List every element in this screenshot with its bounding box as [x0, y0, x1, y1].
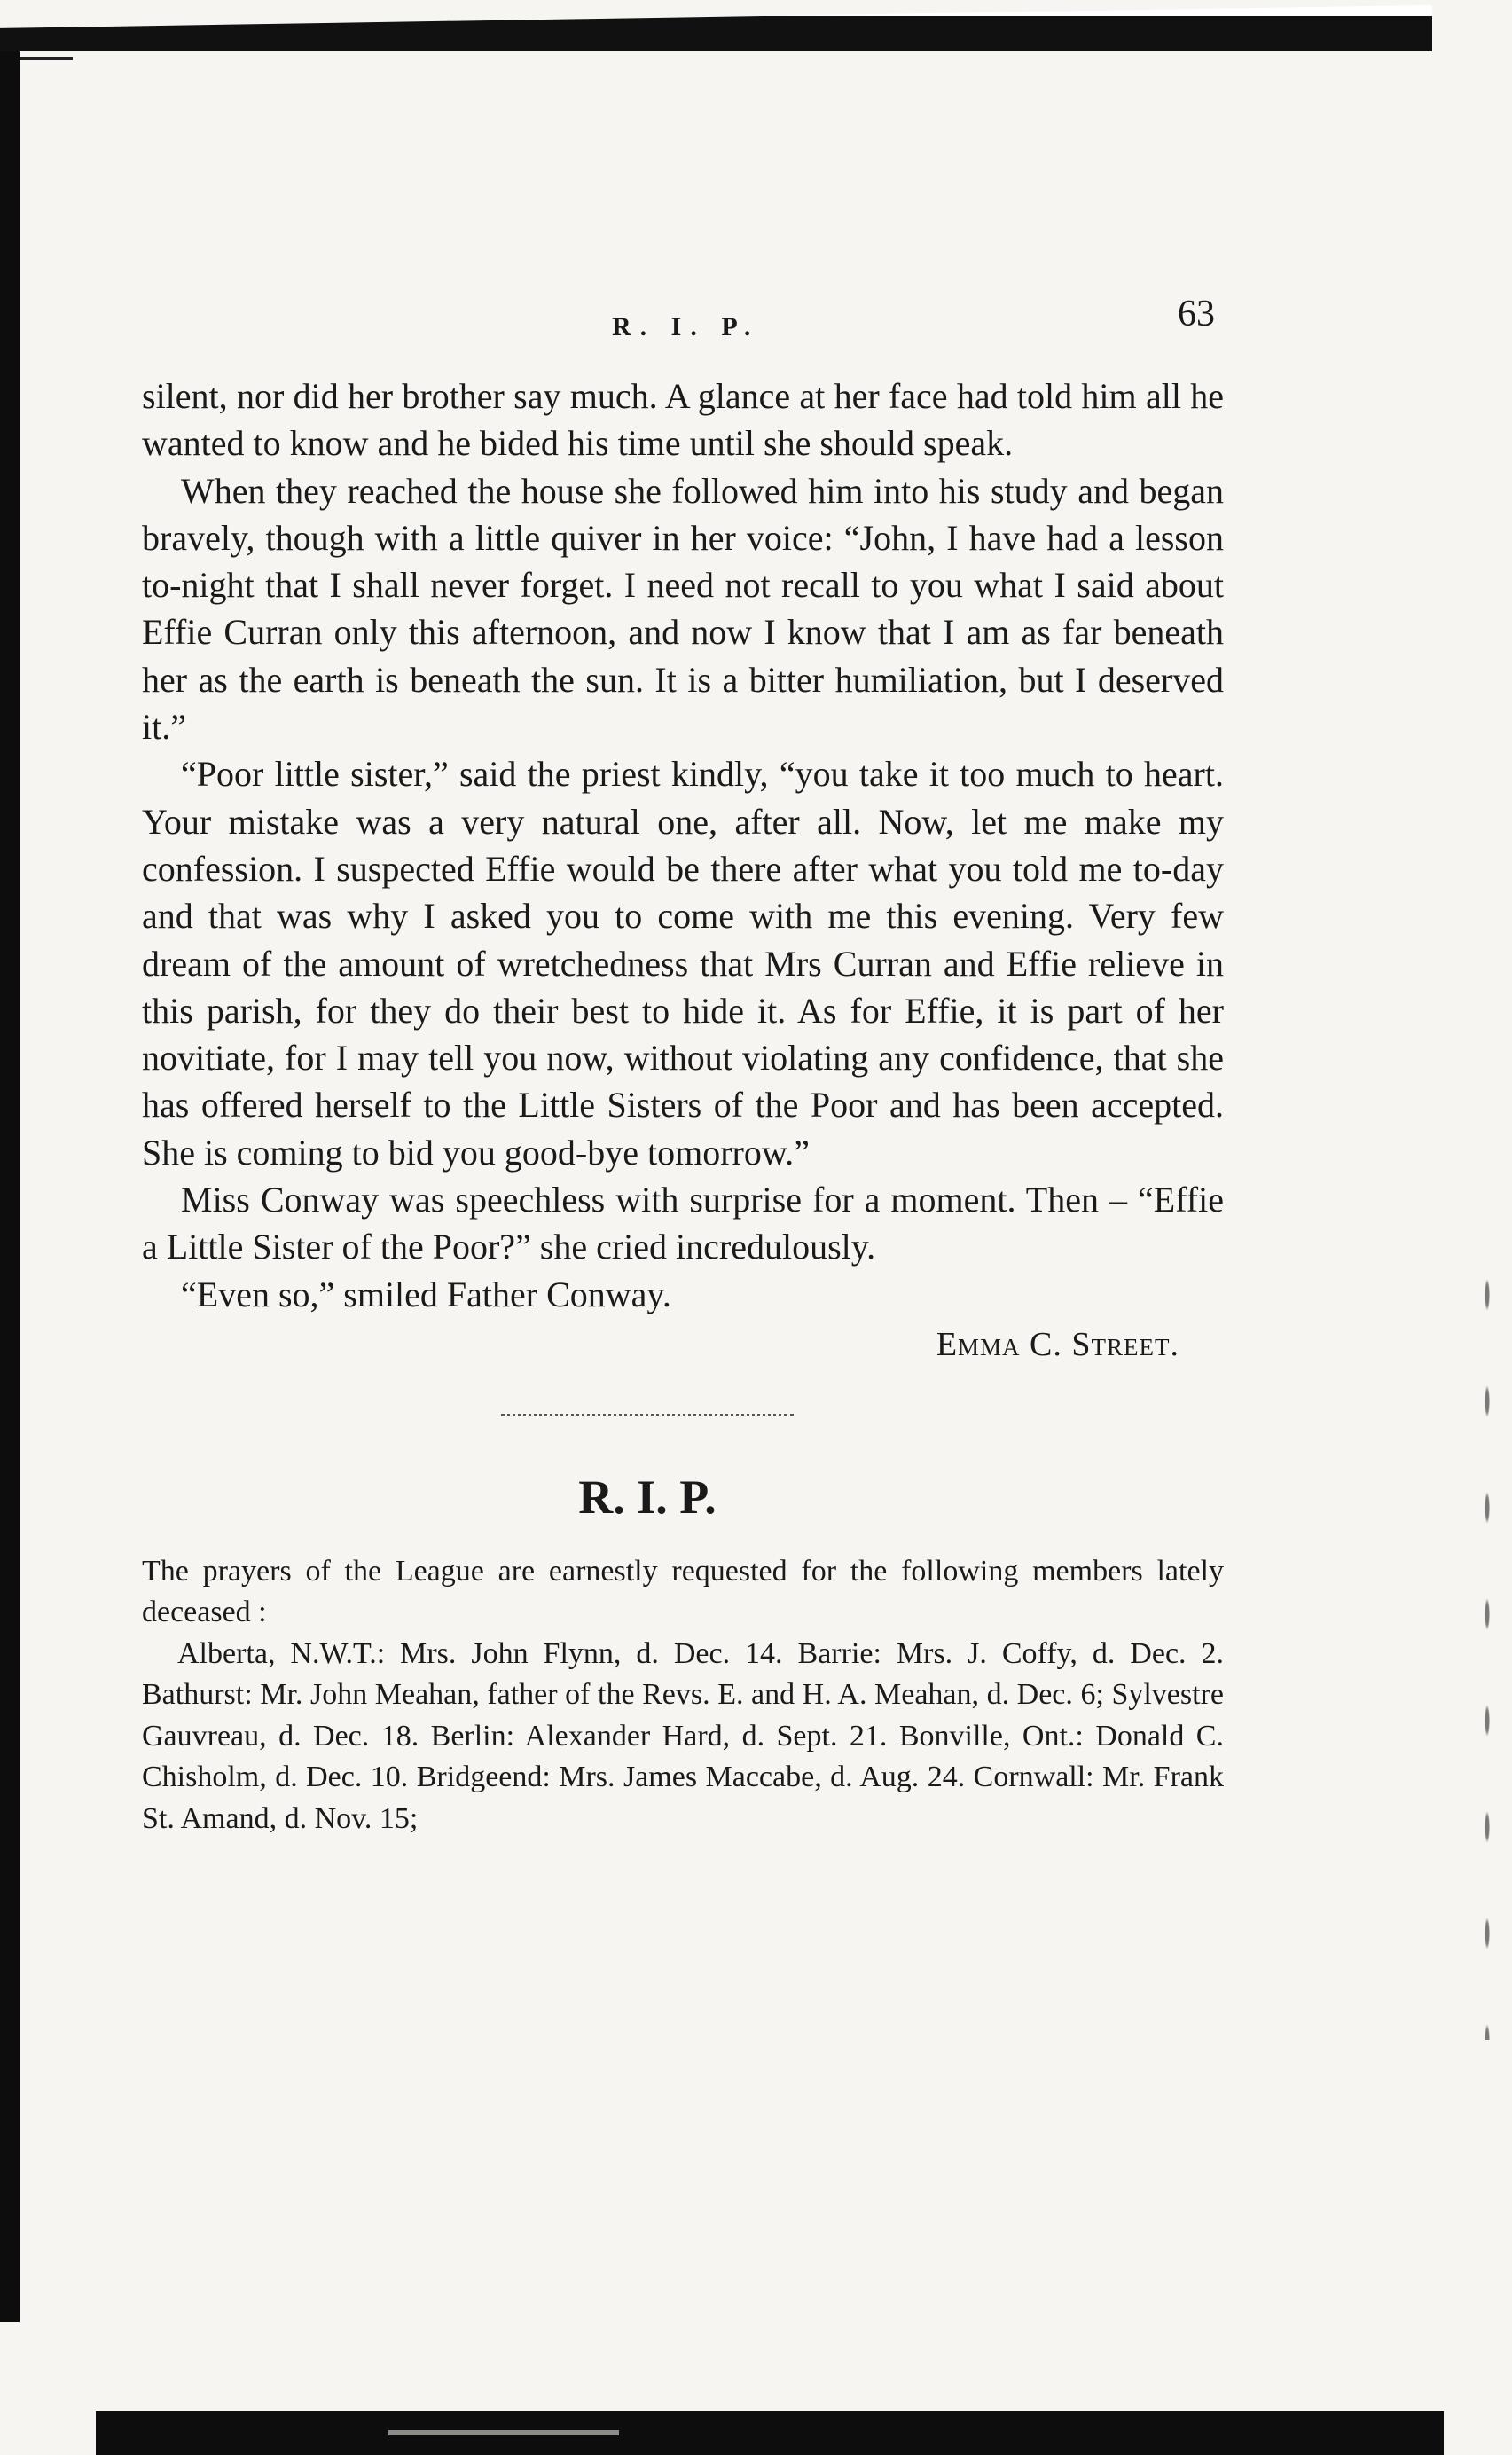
- rip-entries: Alberta, N.W.T.: Mrs. John Flynn, d. Dec. 14. Barrie: Mrs. J. Coffy, d. Dec. 2. Bathurst: Mr. John Meahan, father of the Revs. E. and H. A. Meahan, d. Dec. 6; Sylvestre Gauvreau, d. Dec. 18. Berlin: Alexander Hard, d. Sept. 21. Bonville, Ont.: Donald C. Chisholm, d. Dec. 10. Bridgeend: Mrs. James Maccabe, d. Aug. 24. Cornwall: Mr. Frank St. Amand, d. Nov. 15;: [142, 1636, 1224, 1835]
- scan-left-tick: [20, 57, 73, 60]
- margin-specks: [1478, 1242, 1496, 2040]
- story-paragraph: Miss Conway was speechless with surprise for a moment. Then – “Effie a Little Sister of the Poor?” she cried incredulously.: [142, 1180, 1224, 1267]
- author-signature: Emma C. Street.: [936, 1325, 1179, 1363]
- rip-list: [142, 1551, 1224, 1840]
- section-heading: R. I. P.: [578, 1470, 717, 1524]
- scan-left-border: [0, 51, 20, 2322]
- story-paragraph: “Poor little sister,” said the priest kindly, “you take it too much to heart. Your mistake was a very natural one, after all. Now, let me make my confession. I suspected Effie would be there after what you told me to-day and that was why I asked you to come with me this evening. Very few dream of the amount of wretchedness that Mrs Curran and Effie relieve in this parish, for they do their best to hide it. As for Effie, it is part of her novitiate, for I may tell you now, without violating any confidence, that she has offered herself to the Little Sisters of the Poor and has been accepted. She is coming to bid you good-bye tomorrow.”: [142, 754, 1224, 1173]
- section-divider: [501, 1414, 794, 1416]
- scan-bottom-border: [96, 2411, 1444, 2455]
- story-paragraph: When they reached the house she followed him into his study and began bravely, though with a little quiver in her voice: “John, I have had a lesson to-night that I shall never forget. I need not recall to you what I said about Effie Curran only this afternoon, and now I know that I am as far beneath her as the earth is beneath the sun. It is a bitter humiliation, but I deserved it.”: [142, 470, 1224, 748]
- page-number: 63: [1178, 294, 1215, 334]
- scan-top-border: [0, 0, 1432, 51]
- story-text: [142, 373, 1224, 1318]
- story-paragraph: “Even so,” smiled Father Conway.: [181, 1274, 671, 1314]
- story-paragraph: silent, nor did her brother say much. A glance at her face had told him all he wanted to know and he bided his time until she should speak.: [142, 376, 1224, 464]
- running-head-title: R. I. P.: [612, 312, 760, 341]
- rip-intro: The prayers of the League are earnestly requested for the following members lately deceased :: [142, 1554, 1224, 1629]
- running-head: [142, 293, 1224, 373]
- book-page: [142, 293, 1224, 1839]
